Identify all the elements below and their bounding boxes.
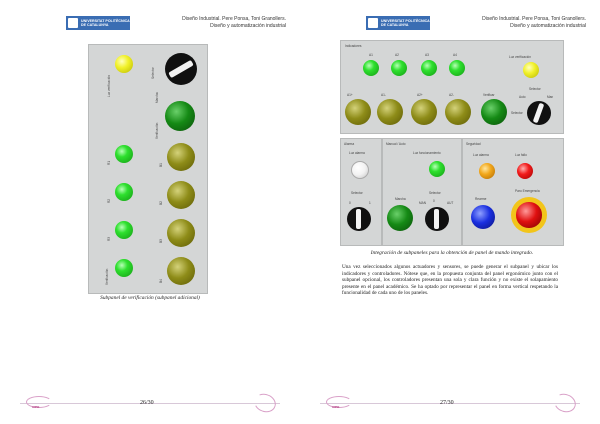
led-label-a3: A3 [425,53,429,57]
run-label: Marcha [155,92,159,103]
led-verification [115,259,133,277]
alarm-selector-label: Selector [351,191,363,195]
run-led [429,161,445,177]
reset-button[interactable] [471,205,495,229]
logo-text-2: DE CATALUNYA [381,23,409,27]
mode-selector[interactable] [425,207,449,231]
safety-subpanel [462,138,564,246]
button-b1[interactable] [167,143,195,171]
selector-auto-label: Auto [519,95,526,99]
selector-side-label: Selector [511,111,523,115]
alarm-pos-1: 1 [369,201,371,205]
manual-auto-subpanel [382,138,462,246]
button-a1-minus[interactable] [377,99,403,125]
header-line-1: Diseño Industrial. Pere Ponsa, Toni Granollers. [482,16,586,22]
footer-swirl-icon [252,391,279,415]
body-paragraph: Una vez seleccionados algunos actuadores y sensores, se puede generar el subpanel y ubicar los indicadores y controladores. Nótese que, en la propuesta conjunta del panel ergonómico junto con el subpanel opcional, los controladores presentan una sola y clara función y no existe el solapamiento presente en el panel académico. Se ha optado por representar el panel en forma vertical respetando la funcionalidad de cada uno de los paneles. [342,264,558,297]
button-b4[interactable] [167,257,195,285]
verification-led [115,55,133,73]
led-r1-label: R1 [107,160,111,165]
led-a4 [449,60,465,76]
logo-mark-icon [368,18,378,28]
verify-button[interactable] [481,99,507,125]
header-line-2: Diseño y automatización industrial [510,23,586,29]
page-header [182,16,286,30]
button-a1-plus[interactable] [345,99,371,125]
right-page [300,0,600,424]
led-r1 [115,145,133,163]
reset-button-label: Rearme [475,197,487,201]
alarm-orange-led [479,163,495,179]
button-b2-label: B2 [159,201,163,205]
btn-label-a1p: A1+ [347,93,353,97]
button-a2-minus[interactable] [445,99,471,125]
led-a1 [363,60,379,76]
alarm-selector[interactable] [347,207,371,231]
footer-logo: AIPO [332,405,340,409]
btn-label-a2m: A2- [449,93,454,97]
mode-zero-label: 0 [433,199,435,203]
selector-man-label: Man [547,95,554,99]
start-button[interactable] [387,205,413,231]
selector-label: Selector [151,67,155,79]
page-number: 26/30 [140,400,154,406]
start-button-label: Marcha [395,197,406,201]
btn-label-a1m: A1- [381,93,386,97]
figure-caption: Integración de subpaneles para la obtención de panel de mando integrado. [370,250,534,256]
verification-subpanel [88,44,208,294]
footer-logo: AIPO [32,405,40,409]
led-a3 [421,60,437,76]
led-label-a1: A1 [369,53,373,57]
footer-swirl-icon [552,391,579,415]
figure-caption: Subpanel de verificación (subpanel adicional) [100,295,200,301]
page-number: 27/30 [440,400,454,406]
run-led-label: Luz funcionamiento [413,151,441,155]
logo-text-1: UNIVERSITAT POLITÈCNICA [381,19,430,23]
led-r2 [115,183,133,201]
university-logo [66,16,130,30]
header-line-2: Diseño y automatización industrial [210,23,286,29]
verify-button[interactable] [165,101,195,131]
selector-title: Selector [529,87,541,91]
selector-switch[interactable] [165,53,197,85]
logo-text-2: DE CATALUNYA [81,23,109,27]
alarm-led-label: Luz alarma [349,151,365,155]
button-b2[interactable] [167,181,195,209]
mode-man-label: MAN [419,201,427,205]
mode-selector-label: Selector [429,191,441,195]
led-r3-label: R3 [107,236,111,241]
button-b4-label: B4 [159,279,163,283]
indicators-panel [340,40,564,134]
btn-label-a2p: A2+ [417,93,423,97]
button-b3-label: B3 [159,239,163,243]
verify-button-label: Verificación [155,122,159,139]
alarm-subpanel-title: Alarma [344,142,355,146]
button-a2-plus[interactable] [411,99,437,125]
safety-title: Seguridad [466,142,481,146]
page-header [482,16,586,30]
university-logo [366,16,430,30]
led-label-a2: A2 [395,53,399,57]
led-r3 [115,221,133,239]
alarm-light-label: Luz alarma [473,153,489,157]
alarm-white-led [351,161,369,179]
fault-red-led [517,163,533,179]
btn-label-verify: Verificar [483,93,495,97]
logo-mark-icon [68,18,78,28]
alarm-subpanel [340,138,382,246]
emergency-stop-button[interactable] [511,197,547,233]
led-r2-label: R2 [107,198,111,203]
verification-led-label: Luz verificación [107,75,111,97]
manual-auto-title: Manual / Auto [386,142,406,146]
estop-label: Paro Emergencia [515,189,540,193]
led-verification-label: Verificación [105,268,109,285]
auto-man-selector[interactable] [527,101,551,125]
fault-light-label: Luz fallo [515,153,527,157]
button-b3[interactable] [167,219,195,247]
verification-led [523,62,539,78]
alarm-pos-0: 0 [349,201,351,205]
panel-title: Indicadores [345,44,362,48]
logo-text-1: UNIVERSITAT POLITÈCNICA [81,19,130,23]
verification-led-label: Luz verificación [509,55,531,59]
header-line-1: Diseño Industrial. Pere Ponsa, Toni Granollers. [182,16,286,22]
button-b1-label: B1 [159,163,163,167]
led-a2 [391,60,407,76]
mode-auto-label: AUT [447,201,454,205]
led-label-a4: A4 [453,53,457,57]
